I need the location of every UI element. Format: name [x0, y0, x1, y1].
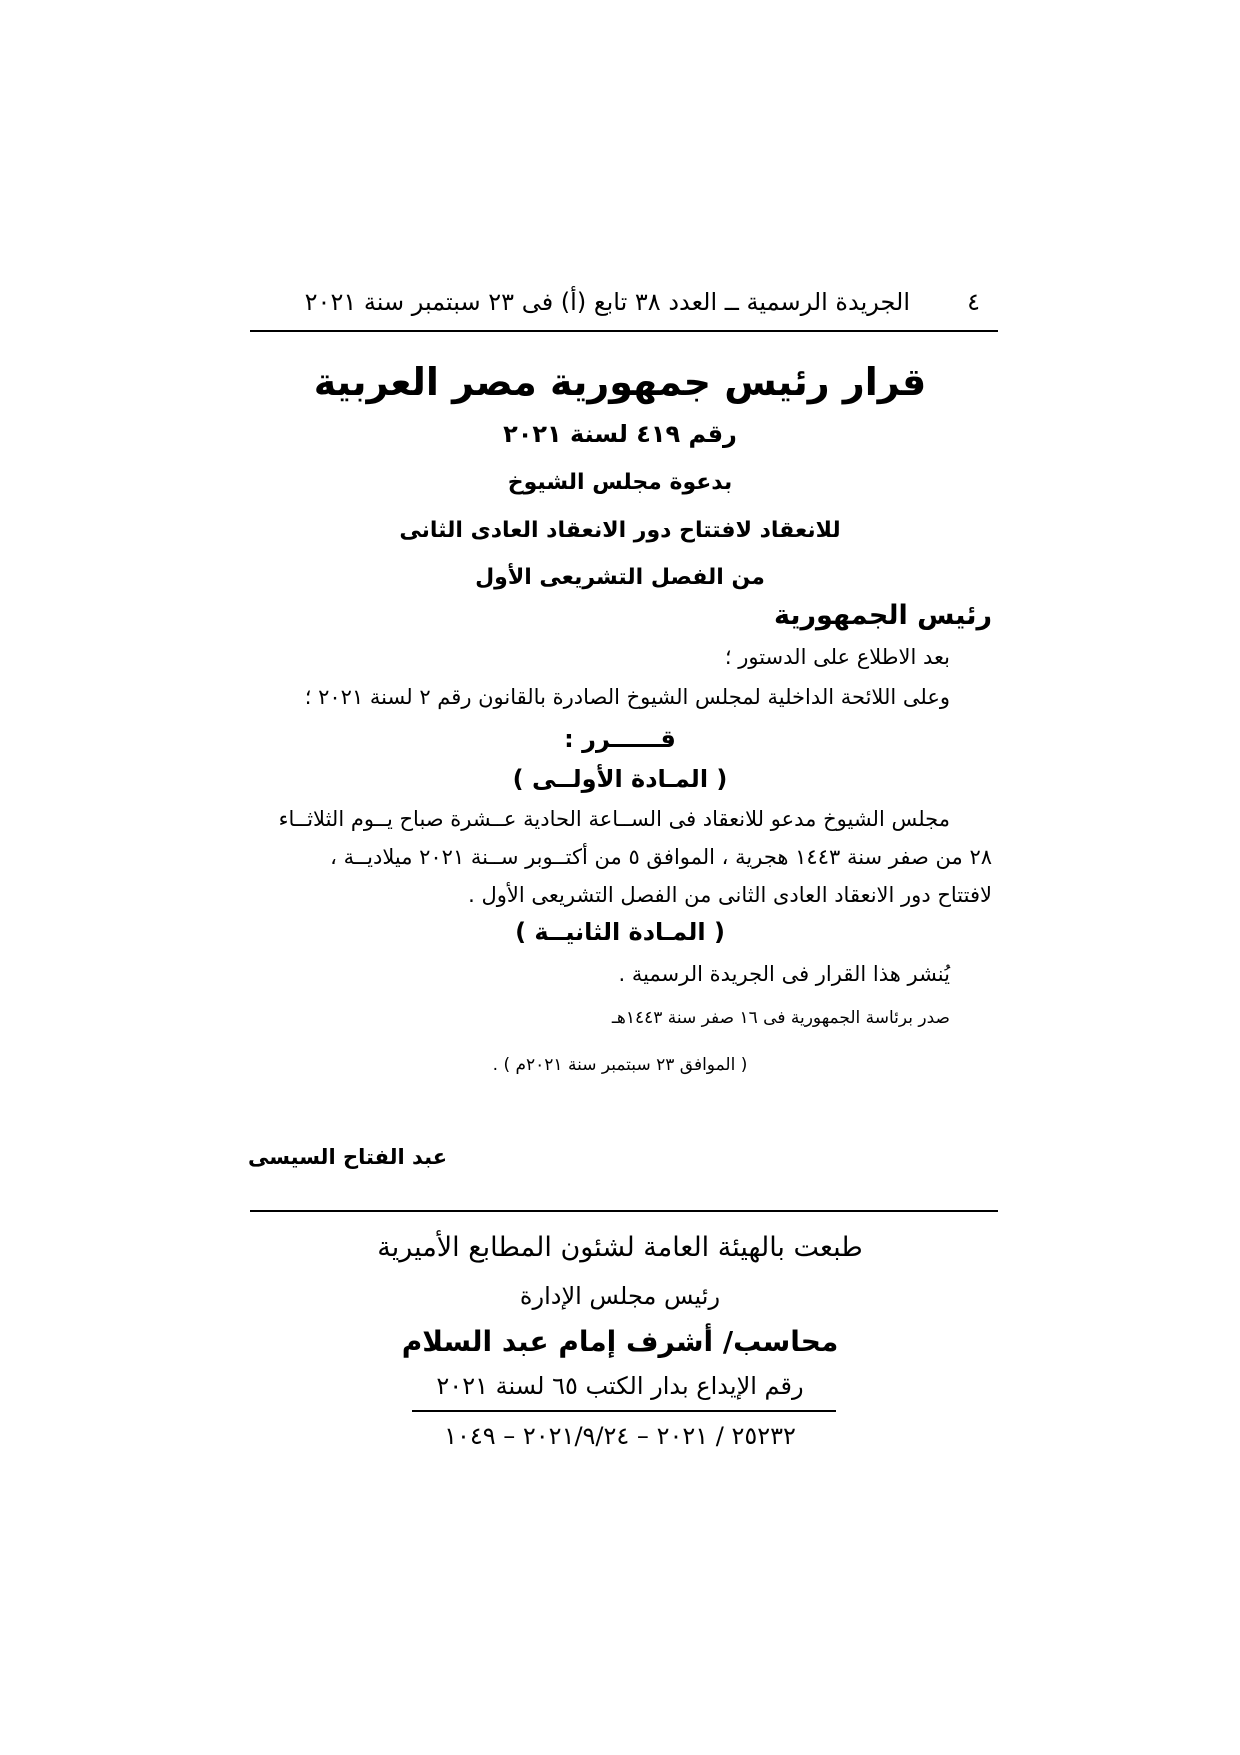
issued-line: صدر برئاسة الجمهورية فى ١٦ صفر سنة ١٤٤٣هـ — [611, 1008, 950, 1028]
article-1-heading: ( المـادة الأولــى ) — [512, 765, 728, 793]
page-header — [250, 288, 990, 328]
decree-subject-line-1: بدعوة مجلس الشيوخ — [507, 470, 733, 495]
article-1-line-2: ٢٨ من صفر سنة ١٤٤٣ هجرية ، الموافق ٥ من أكتــوبر ســنة ٢٠٢١ ميلاديــة ، — [330, 845, 992, 869]
article-2-heading: ( المـادة الثانيــة ) — [515, 918, 725, 946]
header-rule — [250, 330, 998, 332]
chairman-label: رئيس مجلس الإدارة — [519, 1282, 721, 1310]
corresponding-date: ( الموافق ٢٣ سبتمبر سنة ٢٠٢١م ) . — [492, 1055, 748, 1075]
deposit-number: رقم الإيداع بدار الكتب ٦٥ لسنة ٢٠٢١ — [436, 1372, 804, 1400]
article-1-text — [244, 800, 992, 914]
decided-heading: قــــــرر : — [564, 725, 676, 753]
page-number: ٤ — [967, 288, 980, 316]
article-1-line-1: مجلس الشيوخ مدعو للانعقاد فى الســاعة الحادية عــشرة صباح يــوم الثلاثــاء — [278, 807, 950, 831]
article-1-line-3: لافتتاح دور الانعقاد العادى الثانى من الفصل التشريعى الأول . — [468, 883, 992, 907]
decree-number: رقم ٤١٩ لسنة ٢٠٢١ — [503, 420, 737, 448]
signature: عبد الفتاح السيسى — [248, 1145, 448, 1169]
printer-line: طبعت بالهيئة العامة لشئون المطابع الأميرية — [377, 1232, 863, 1263]
deposit-rule — [412, 1410, 836, 1412]
president-heading: رئيس الجمهورية — [773, 600, 992, 631]
footer-rule — [250, 1210, 998, 1212]
decree-title: قرار رئيس جمهورية مصر العربية — [313, 360, 927, 404]
preamble-constitution: بعد الاطلاع على الدستور ؛ — [724, 645, 950, 669]
decree-subject-line-3: من الفصل التشريعى الأول — [475, 565, 765, 590]
chairman-name: محاسب/ أشرف إمام عبد السلام — [401, 1325, 839, 1358]
print-code: ٢٥٢٣٢ / ٢٠٢١ – ٢٠٢١/٩/٢٤ – ١٠٤٩ — [444, 1422, 796, 1450]
preamble-bylaws: وعلى اللائحة الداخلية لمجلس الشيوخ الصادرة بالقانون رقم ٢ لسنة ٢٠٢١ ؛ — [304, 685, 950, 709]
decree-subject-line-2: للانعقاد لافتتاح دور الانعقاد العادى الثانى — [399, 518, 841, 543]
article-2-text: يُنشر هذا القرار فى الجريدة الرسمية . — [618, 962, 950, 986]
running-head: الجريدة الرسمية ــ العدد ٣٨ تابع (أ) فى ٢٣ سبتمبر سنة ٢٠٢١ — [304, 288, 910, 316]
